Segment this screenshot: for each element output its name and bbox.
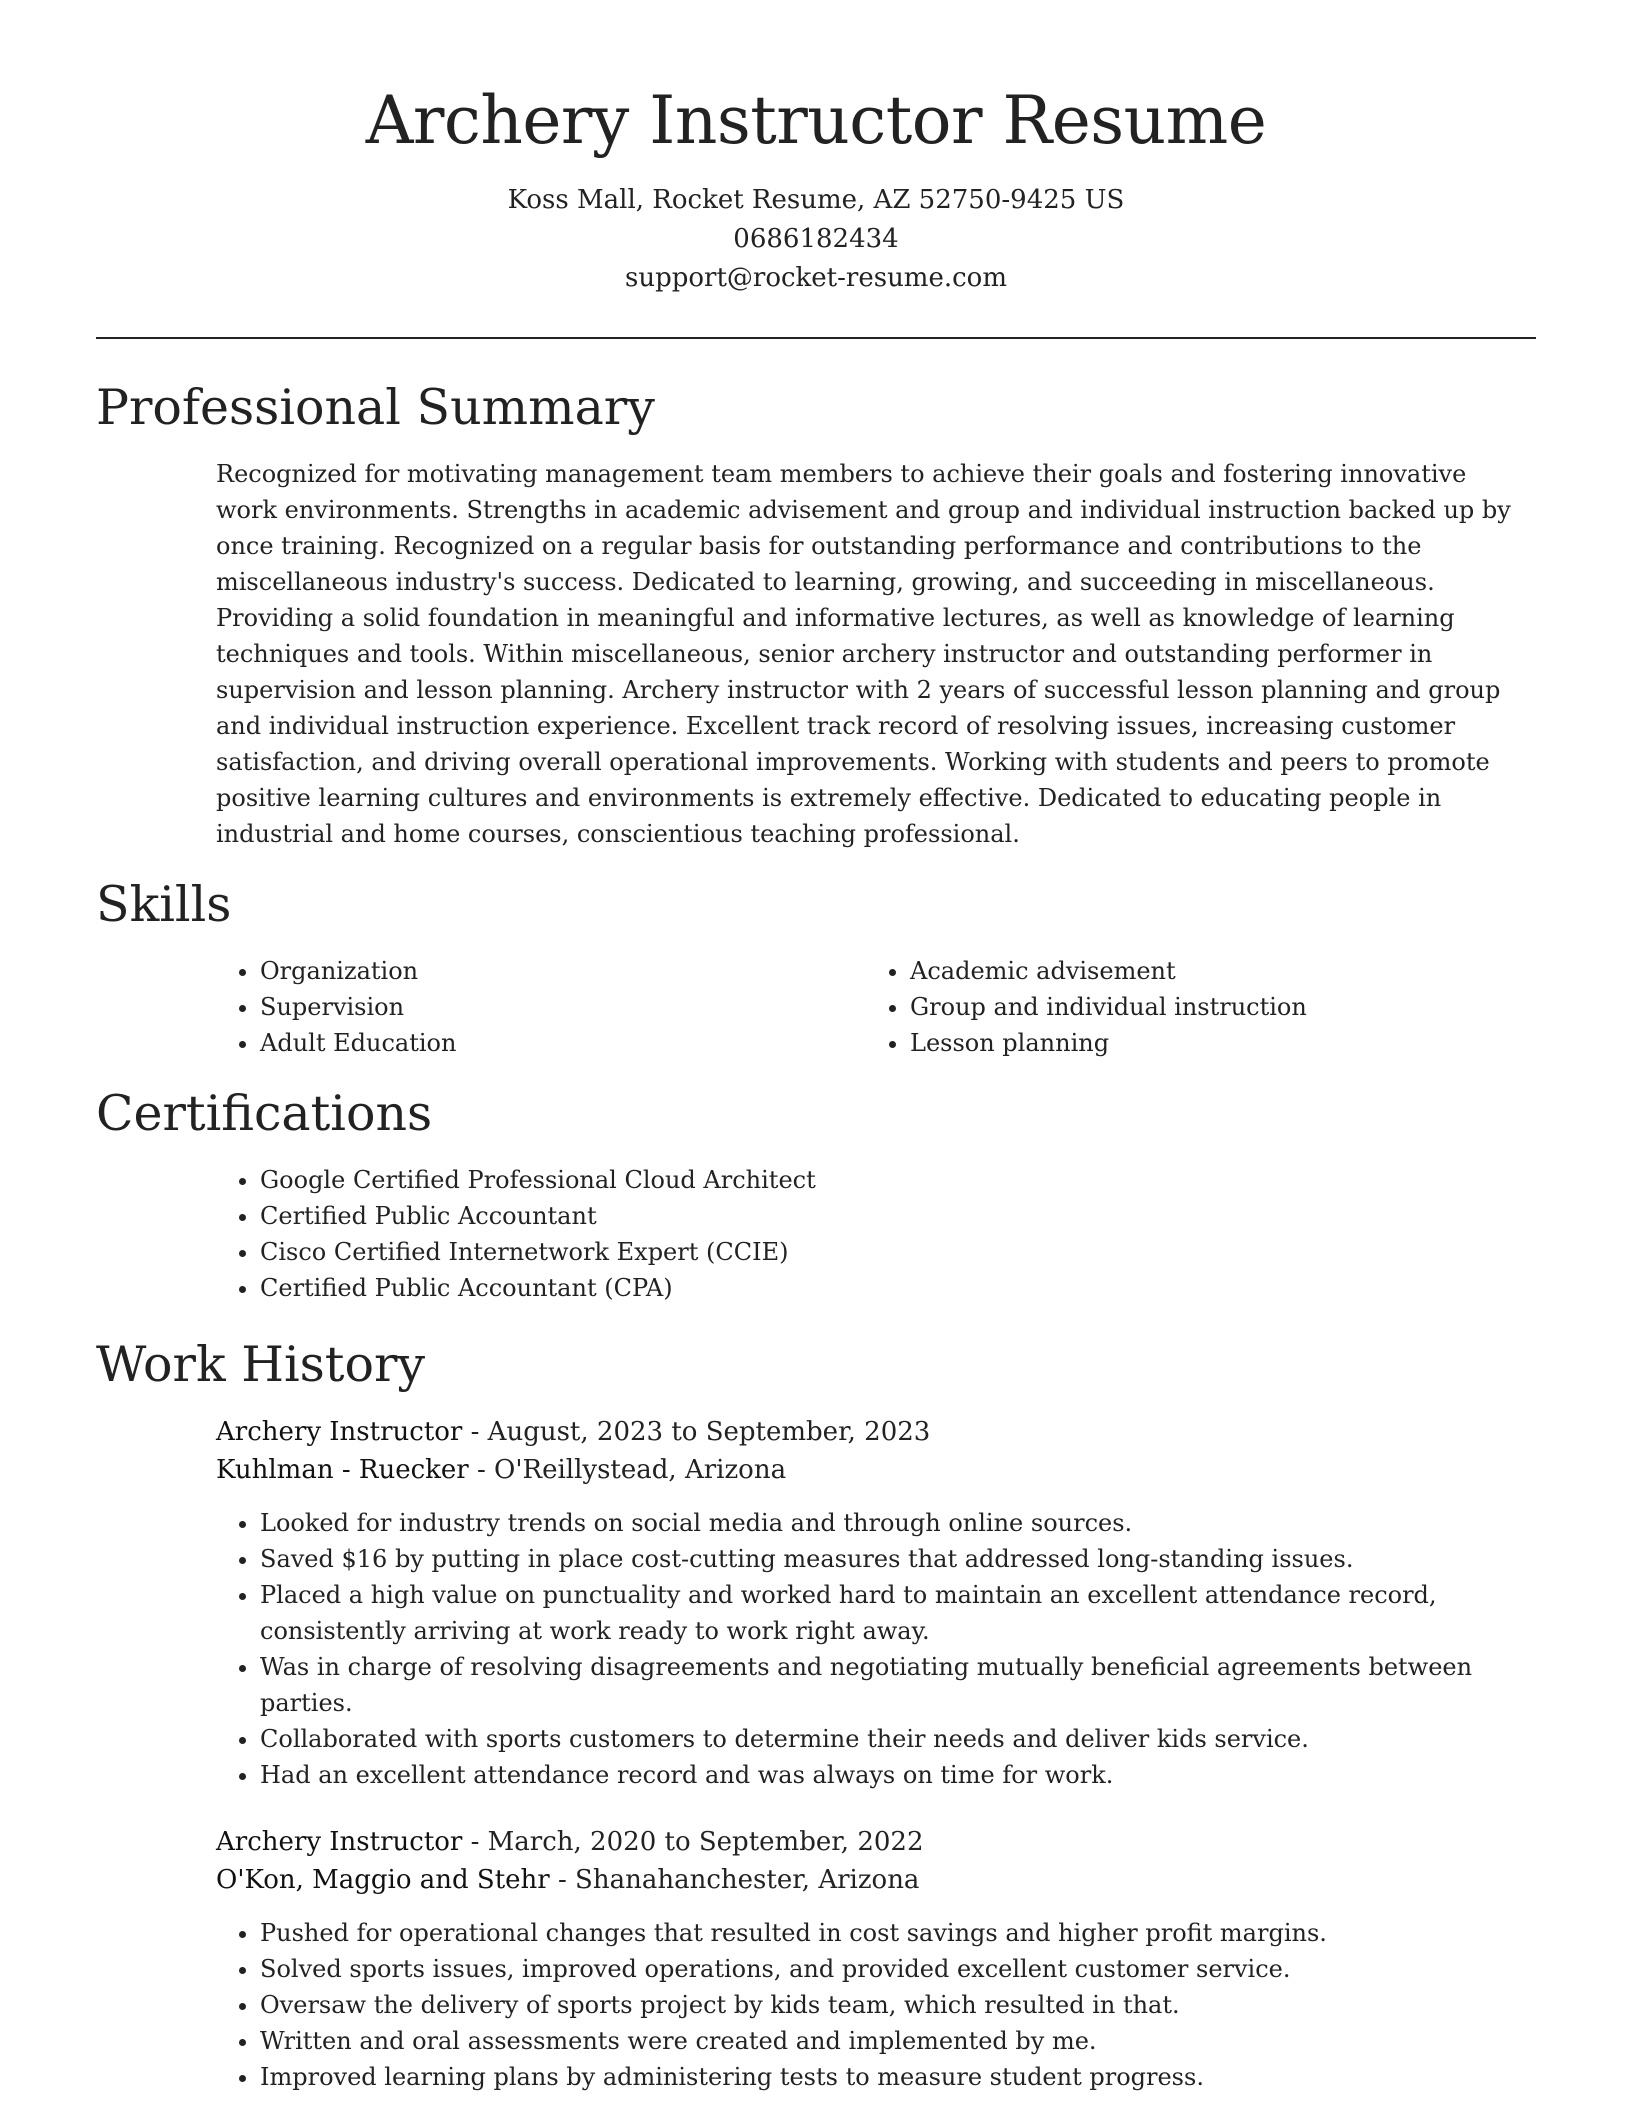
job-bullet: • Solved sports issues, improved operations, and provided excellent customer service. bbox=[260, 1951, 1516, 1987]
job-company: Kuhlman - Ruecker bbox=[216, 1455, 469, 1485]
summary-section bbox=[96, 379, 1536, 852]
skill-item: • Adult Education bbox=[260, 1025, 866, 1061]
certifications-list bbox=[216, 1162, 1516, 1306]
job-dates: - August, 2023 to September, 2023 bbox=[462, 1417, 931, 1447]
skills-columns bbox=[96, 953, 1536, 1061]
skill-item: • Academic advisement bbox=[910, 953, 1516, 989]
certification-item: • Certified Public Accountant bbox=[260, 1198, 1516, 1234]
job-location: - Shanahanchester, Arizona bbox=[549, 1865, 920, 1895]
skills-right-column bbox=[866, 953, 1516, 1061]
job-company: O'Kon, Maggio and Stehr bbox=[216, 1865, 550, 1895]
job-title-line bbox=[216, 1413, 1516, 1451]
job-bullet: • Improved learning plans by administering tests to measure student progress. bbox=[260, 2059, 1516, 2095]
work-history-section bbox=[96, 1336, 1536, 2095]
job-entry bbox=[216, 1823, 1516, 2095]
work-history-heading: Work History bbox=[96, 1336, 426, 1393]
header-divider bbox=[96, 337, 1536, 339]
contact-email: support@rocket-resume.com bbox=[624, 263, 1007, 293]
page-title: Archery Instructor Resume bbox=[365, 82, 1267, 159]
job-location: - O'Reillystead, Arizona bbox=[468, 1455, 787, 1485]
job-bullet: • Placed a high value on punctuality and worked hard to maintain an excellent attendance record, consistently arriving at work ready to work right away. bbox=[260, 1577, 1516, 1649]
job-bullets bbox=[216, 1915, 1516, 2095]
certification-item: • Google Certified Professional Cloud Architect bbox=[260, 1162, 1516, 1198]
job-bullet: • Had an excellent attendance record and was always on time for work. bbox=[260, 1757, 1516, 1793]
skill-item: • Lesson planning bbox=[910, 1025, 1516, 1061]
contact-address: Koss Mall, Rocket Resume, AZ 52750-9425 US bbox=[507, 185, 1125, 215]
job-entry bbox=[216, 1413, 1516, 1793]
resume-header bbox=[96, 0, 1536, 298]
certification-item: • Cisco Certified Internetwork Expert (CCIE) bbox=[260, 1234, 1516, 1270]
certifications-section bbox=[96, 1085, 1536, 1306]
job-bullet: • Written and oral assessments were created and implemented by me. bbox=[260, 2023, 1516, 2059]
certification-item: • Certified Public Accountant (CPA) bbox=[260, 1270, 1516, 1306]
job-bullet: • Collaborated with sports customers to determine their needs and deliver kids service. bbox=[260, 1721, 1516, 1757]
job-company-line bbox=[216, 1451, 1516, 1489]
resume-page bbox=[96, 0, 1536, 2095]
summary-text: Recognized for motivating management team members to achieve their goals and fostering innovative work environments. Strengths in academic advisement and group and individual instruction backed up by once training. Recognized on a regular basis for outstanding performance and contributions to the miscellaneous industry's success. Dedicated to learning, growing, and succeeding in miscellaneous. Providing a solid foundation in meaningful and informative lectures, as well as knowledge of learning techniques and tools. Within miscellaneous, senior archery instructor and outstanding performer in supervision and lesson planning. Archery instructor with 2 years of successful lesson planning and group and individual instruction experience. Excellent track record of resolving issues, increasing customer satisfaction, and driving overall operational improvements. Working with students and peers to promote positive learning cultures and environments is extremely effective. Dedicated to educating people in industrial and home courses, conscientious teaching professional. bbox=[216, 460, 1511, 848]
skills-left-column bbox=[216, 953, 866, 1061]
skills-right-list bbox=[866, 953, 1516, 1061]
job-dates: - March, 2020 to September, 2022 bbox=[462, 1827, 924, 1857]
skill-item: • Organization bbox=[260, 953, 866, 989]
job-bullet: • Was in charge of resolving disagreements and negotiating mutually beneficial agreements between parties. bbox=[260, 1649, 1516, 1721]
contact-phone: 0686182434 bbox=[733, 224, 899, 254]
certifications-heading: Certifications bbox=[96, 1085, 433, 1142]
job-bullets bbox=[216, 1505, 1516, 1793]
job-bullet: • Oversaw the delivery of sports project by kids team, which resulted in that. bbox=[260, 1987, 1516, 2023]
job-bullet: • Looked for industry trends on social media and through online sources. bbox=[260, 1505, 1516, 1541]
job-title-line bbox=[216, 1823, 1516, 1861]
job-bullet: • Pushed for operational changes that resulted in cost savings and higher profit margins. bbox=[260, 1915, 1516, 1951]
skills-left-list bbox=[216, 953, 866, 1061]
job-title: Archery Instructor bbox=[216, 1417, 463, 1447]
job-company-line bbox=[216, 1861, 1516, 1899]
skill-item: • Supervision bbox=[260, 989, 866, 1025]
skills-heading: Skills bbox=[96, 876, 232, 933]
job-title: Archery Instructor bbox=[216, 1827, 463, 1857]
job-bullet: • Saved $16 by putting in place cost-cutting measures that addressed long-standing issues. bbox=[260, 1541, 1516, 1577]
summary-heading: Professional Summary bbox=[96, 379, 655, 436]
skill-item: • Group and individual instruction bbox=[910, 989, 1516, 1025]
skills-section bbox=[96, 876, 1536, 1061]
